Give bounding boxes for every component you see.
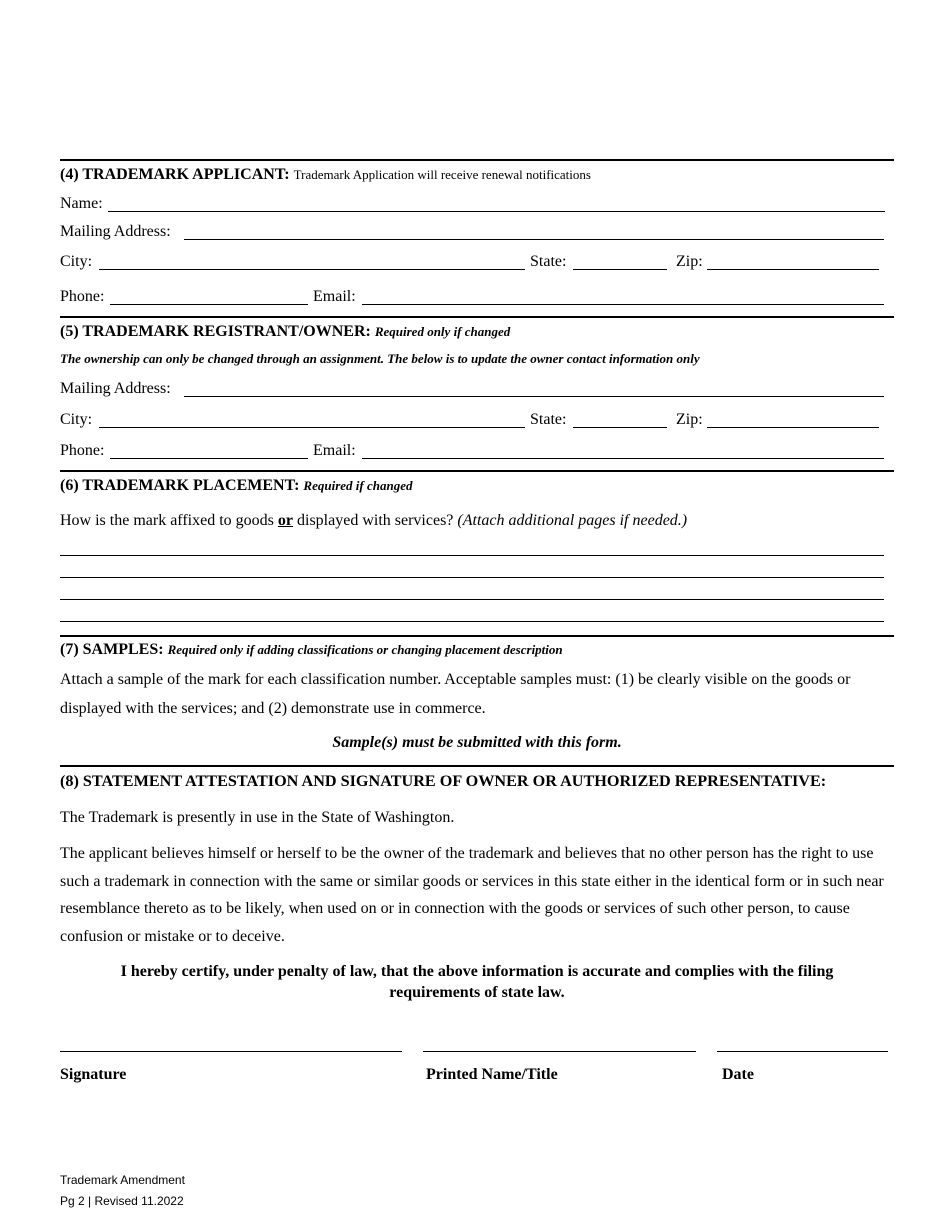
applicant-mailing-field[interactable] bbox=[184, 239, 884, 240]
owner-zip-label: Zip: bbox=[676, 411, 703, 428]
section-4-note: Trademark Application will receive renewal notifications bbox=[293, 167, 591, 182]
applicant-email-field[interactable] bbox=[362, 304, 884, 305]
printed-name-line[interactable] bbox=[423, 1051, 696, 1052]
section-6-heading: (6) TRADEMARK PLACEMENT: bbox=[60, 477, 300, 494]
date-line[interactable] bbox=[717, 1051, 888, 1052]
applicant-zip-field[interactable] bbox=[707, 269, 879, 270]
placement-answer-line-3[interactable] bbox=[60, 599, 884, 600]
section-4-header bbox=[60, 165, 591, 185]
applicant-phone-label: Phone: bbox=[60, 288, 105, 305]
owner-city-label: City: bbox=[60, 411, 93, 428]
placement-question-hint: (Attach additional pages if needed.) bbox=[457, 512, 688, 529]
section-8-heading: (8) STATEMENT ATTESTATION AND SIGNATURE OF OWNER OR AUTHORIZED REPRESENTATIVE: bbox=[60, 772, 827, 790]
owner-mailing-field[interactable] bbox=[184, 396, 884, 397]
placement-question-start: How is the mark affixed to goods bbox=[60, 512, 278, 529]
owner-email-label: Email: bbox=[313, 442, 356, 459]
applicant-name-field[interactable] bbox=[108, 211, 885, 212]
applicant-state-label: State: bbox=[530, 253, 567, 270]
section-7-top-rule bbox=[60, 635, 894, 637]
certification-statement: I hereby certify, under penalty of law, that the above information is accurate and complies with the filing requirements of state law. bbox=[120, 963, 834, 1001]
section-6-note: Required if changed bbox=[303, 478, 413, 493]
applicant-name-label: Name: bbox=[60, 195, 103, 212]
placement-question bbox=[60, 511, 687, 531]
owner-state-field[interactable] bbox=[573, 427, 667, 428]
section-5-header bbox=[60, 322, 510, 342]
section-7-heading: (7) SAMPLES: bbox=[60, 641, 164, 658]
placement-answer-line-4[interactable] bbox=[60, 621, 884, 622]
applicant-state-field[interactable] bbox=[573, 269, 667, 270]
samples-emphasis: Sample(s) must be submitted with this form. bbox=[332, 734, 622, 751]
owner-phone-label: Phone: bbox=[60, 442, 105, 459]
samples-instructions: Attach a sample of the mark for each classification number. Acceptable samples must: (1) be clearly visible on the goods or displayed with the services; and (2) demonstrate use in commerce. bbox=[60, 671, 851, 717]
owner-mailing-label: Mailing Address: bbox=[60, 380, 171, 397]
owner-phone-field[interactable] bbox=[110, 458, 308, 459]
placement-answer-line-2[interactable] bbox=[60, 577, 884, 578]
footer-title: Trademark Amendment bbox=[60, 1173, 185, 1187]
owner-email-field[interactable] bbox=[362, 458, 884, 459]
section-5-top-rule bbox=[60, 316, 894, 318]
applicant-email-label: Email: bbox=[313, 288, 356, 305]
applicant-phone-field[interactable] bbox=[110, 304, 308, 305]
section-5-explanation: The ownership can only be changed through an assignment. The below is to update the owner contact information only bbox=[60, 351, 700, 366]
signature-line[interactable] bbox=[60, 1051, 402, 1052]
applicant-city-label: City: bbox=[60, 253, 93, 270]
owner-state-label: State: bbox=[530, 411, 567, 428]
date-label: Date bbox=[722, 1066, 754, 1083]
section-7-note: Required only if adding classifications or changing placement description bbox=[167, 642, 563, 657]
section-4-heading: (4) TRADEMARK APPLICANT: bbox=[60, 166, 290, 183]
applicant-mailing-label: Mailing Address: bbox=[60, 223, 171, 240]
placement-question-end: displayed with services? bbox=[293, 512, 458, 529]
applicant-zip-label: Zip: bbox=[676, 253, 703, 270]
placement-answer-line-1[interactable] bbox=[60, 555, 884, 556]
statement-in-use: The Trademark is presently in use in the State of Washington. bbox=[60, 809, 455, 826]
section-5-note: Required only if changed bbox=[374, 324, 511, 339]
placement-question-or: or bbox=[277, 512, 293, 529]
owner-zip-field[interactable] bbox=[707, 427, 879, 428]
printed-name-label: Printed Name/Title bbox=[426, 1066, 558, 1083]
statement-ownership: The applicant believes himself or herself to be the owner of the trademark and believes that no other person has the right to use such a trademark in connection with the same or similar goods or services in this state either in the identical form or in such near resemblance thereto as to be likely, when used on or in connection with the goods or services of such other person, to cause confusion or mistake or to deceive. bbox=[60, 845, 884, 945]
section-6-header bbox=[60, 476, 412, 496]
signature-label: Signature bbox=[60, 1066, 127, 1083]
owner-city-field[interactable] bbox=[99, 427, 525, 428]
footer-page-revision: Pg 2 | Revised 11.2022 bbox=[60, 1194, 184, 1208]
section-6-top-rule bbox=[60, 470, 894, 472]
section-5-heading: (5) TRADEMARK REGISTRANT/OWNER: bbox=[60, 323, 371, 340]
section-4-top-rule bbox=[60, 159, 894, 161]
applicant-city-field[interactable] bbox=[99, 269, 525, 270]
section-8-top-rule bbox=[60, 765, 894, 767]
section-7-header bbox=[60, 640, 563, 660]
